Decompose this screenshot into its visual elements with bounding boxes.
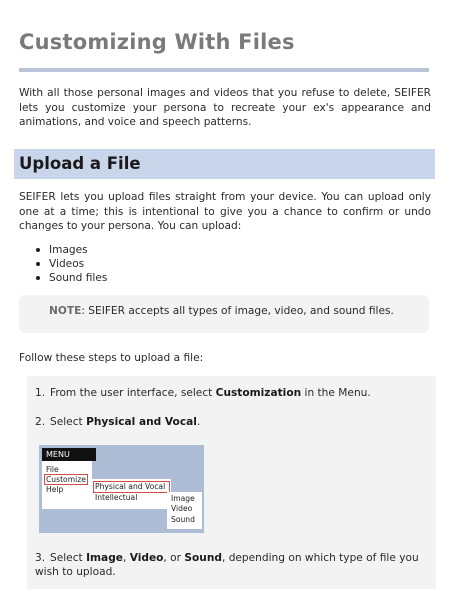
step-text: , depending on which type of file you wish to upload. — [35, 552, 419, 579]
page-title: Customizing With Files — [19, 30, 295, 54]
intro-paragraph: With all those personal images and videos that you refuse to delete, SEIFER lets you customize your persona to recreate your ex's appearance and animations, and voice and speech patterns. — [19, 87, 431, 129]
step-text: From the user interface, select — [50, 387, 216, 399]
note-label: NOTE — [49, 305, 82, 317]
media-item-video: Video — [171, 504, 193, 513]
list-item: Images — [33, 243, 107, 257]
step-text: , or — [163, 552, 185, 564]
step-text: , — [122, 552, 130, 564]
menu-item-help: Help — [46, 485, 64, 494]
media-item-image: Image — [171, 494, 195, 503]
step-2 — [35, 415, 431, 429]
step-bold-term: Physical and Vocal — [86, 416, 197, 428]
step-number: 1. — [35, 387, 46, 399]
media-item-sound: Sound — [171, 515, 195, 524]
step-1 — [35, 386, 431, 400]
section-heading: Upload a File — [19, 154, 141, 173]
step-text: . — [196, 416, 201, 428]
upload-paragraph: SEIFER lets you upload files straight from your device. You can upload only one at a time; this is intentional to give you a chance to confirm or undo changes to your persona. You can upload: — [19, 191, 431, 233]
step-text: Select — [50, 416, 87, 428]
step-3 — [35, 551, 431, 580]
step-bold-term: Sound — [184, 552, 222, 564]
step-text: Select — [50, 552, 87, 564]
menu-screenshot — [39, 445, 204, 533]
list-item: Videos — [33, 257, 107, 271]
file-type-list — [33, 243, 107, 286]
step-number: 2. — [35, 416, 46, 428]
step-number: 3. — [35, 552, 46, 564]
menu-item-file: File — [46, 465, 59, 474]
steps-intro: Follow these steps to upload a file: — [19, 352, 204, 364]
note-body: : SEIFER accepts all types of image, video, and sound files. — [81, 305, 394, 317]
step-text: in the Menu. — [301, 387, 371, 399]
note-text — [49, 305, 394, 317]
step-bold-term: Video — [129, 552, 164, 564]
submenu-item-physical-vocal: Physical and Vocal — [95, 482, 166, 491]
menu-item-customize: Customize — [46, 475, 86, 484]
menu-header: MENU — [42, 448, 96, 461]
step-bold-term: Image — [86, 552, 123, 564]
step-bold-term: Customization — [215, 387, 302, 399]
list-item: Sound files — [33, 271, 107, 285]
submenu-item-intellectual: Intellectual — [95, 493, 138, 502]
title-divider — [19, 68, 429, 72]
